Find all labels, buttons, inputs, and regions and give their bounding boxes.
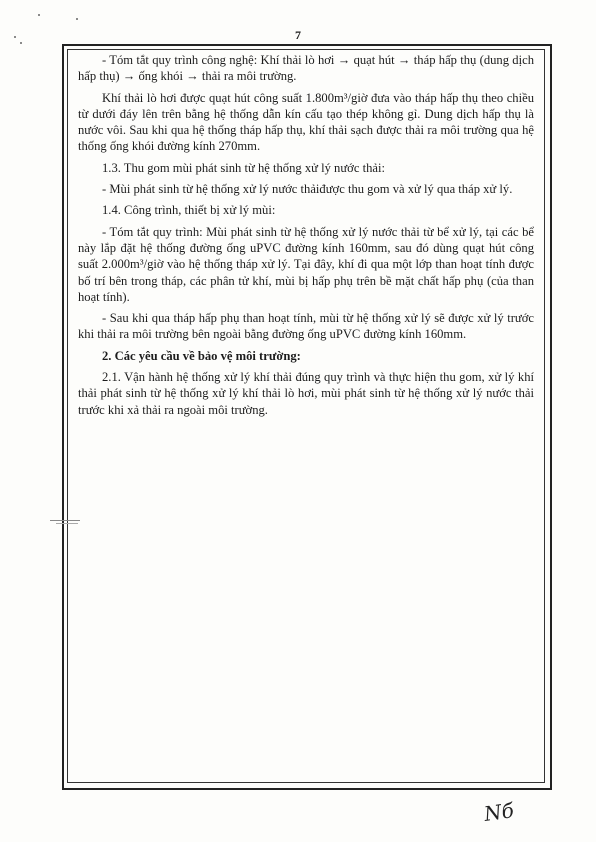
odor-discharge-paragraph: - Sau khi qua tháp hấp phụ than hoạt tính, mùi từ hệ thống xử lý sẽ được xử lý trước khi thải ra môi trường bên ngoài bằng đường ống uPVC đường kính 160mm.	[78, 311, 534, 342]
page-number: 7	[295, 28, 301, 42]
odor-collection-paragraph: - Mùi phát sinh từ hệ thống xử lý nước thảiđược thu gom và xử lý qua tháp xử lý.	[102, 182, 513, 197]
section-heading-2: 2. Các yêu cầu về bảo vệ môi trường:	[102, 348, 301, 363]
requirement-2-1-paragraph: 2.1. Vận hành hệ thống xử lý khí thải đúng quy trình và thực hiện thu gom, xử lý khí thải phát sinh từ hệ thống xử lý khí thải lò hơi, mùi phát sinh từ hệ thống xử lý nước thải trước khi xả thải ra ngoài môi trường.	[78, 370, 534, 417]
scan-speck	[14, 36, 16, 38]
scan-speck	[76, 18, 78, 20]
scan-mark	[56, 523, 78, 524]
odor-process-paragraph: - Tóm tắt quy trình: Mùi phát sinh từ hệ thống xử lý nước thải từ bể xử lý, tại các bể này lắp đặt hệ thống đường ống uPVC đường kính 160mm, sau đó dùng quạt hút công suất 2.000m³/giờ vào hệ thống tháp xử lý. Tại đây, khí đi qua một lớp than hoạt tính được bố trí bên trong tháp, các phân tử khí, mùi bị hấp phụ trên bề mặt chất hấp phụ (của than hoạt tính).	[78, 224, 534, 304]
scan-speck	[38, 14, 40, 16]
section-heading-1-4: 1.4. Công trình, thiết bị xử lý mùi:	[102, 203, 276, 218]
section-heading-1-3: 1.3. Thu gom mùi phát sinh từ hệ thống xử lý nước thải:	[102, 160, 385, 175]
handwritten-initials: Nб	[482, 798, 516, 826]
scan-mark	[50, 520, 80, 521]
document-body	[78, 52, 534, 423]
boiler-exhaust-paragraph: Khí thải lò hơi được quạt hút công suất 1.800m³/giờ đưa vào tháp hấp thụ theo chiều từ dưới đáy lên trên bằng hệ thống dẫn kín cấu tạo thép không gỉ. Dung dịch hấp thụ là nước vôi. Sau khi qua hệ thống tháp hấp thụ, khí thải sạch được thải ra môi trường qua hệ thống ống khói đường kính 270mm.	[78, 90, 534, 154]
process-summary-paragraph: - Tóm tắt quy trình công nghệ: Khí thải lò hơi → quạt hút → tháp hấp thụ (dung dịch hấp thụ) → ống khói → thải ra môi trường.	[78, 53, 534, 84]
scan-speck	[20, 42, 22, 44]
